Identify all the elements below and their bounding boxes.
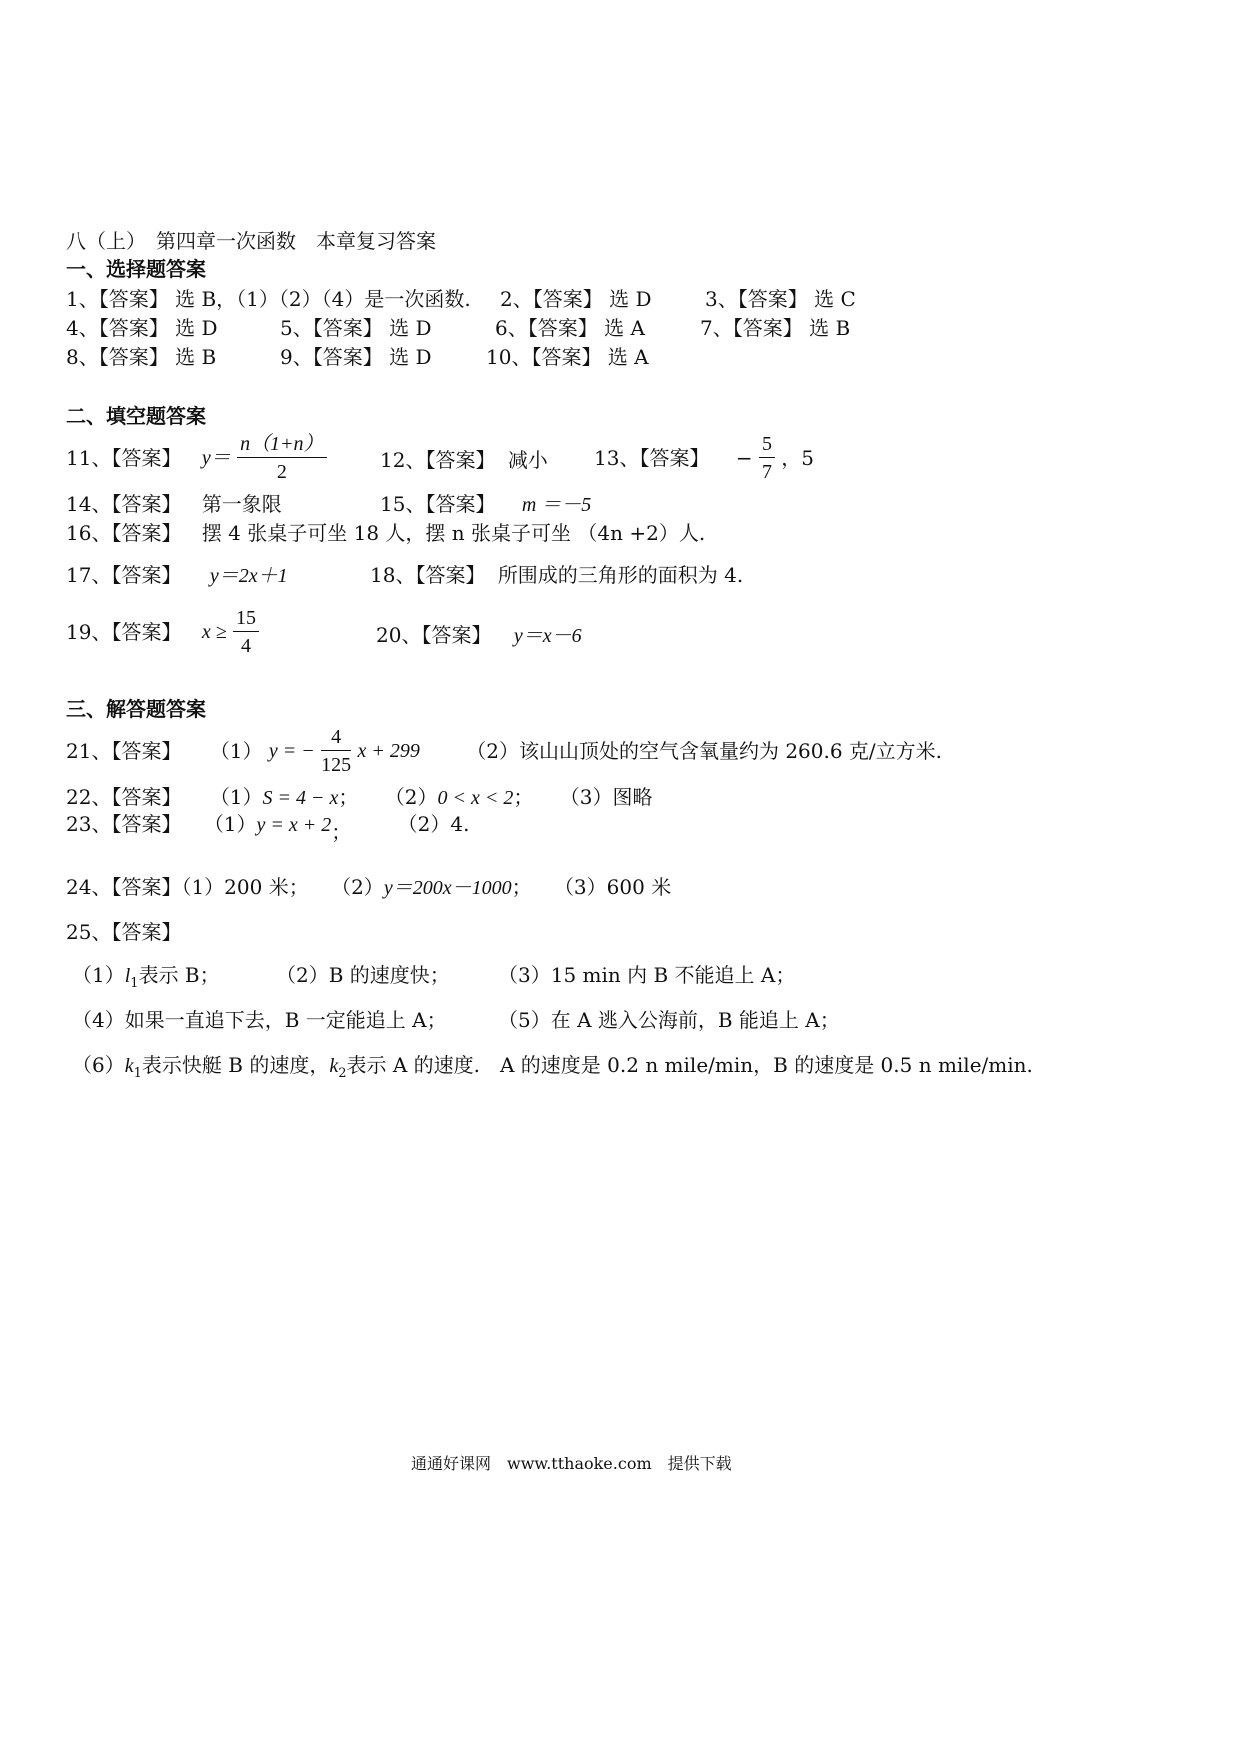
q21-rhs: x + 299: [357, 740, 420, 762]
q16-label: 16、【答案】: [66, 521, 182, 545]
q21: [66, 727, 942, 775]
q25-a1: [72, 965, 220, 990]
q14-label: 14、【答案】: [66, 492, 182, 516]
q19-numerator: 15: [233, 608, 259, 632]
q8-label: 8、【答案】: [66, 345, 169, 369]
q25-a1-post: 表示 B；: [138, 963, 220, 987]
q1-text: 选 B，（1）（2）（4）是一次函数.: [175, 287, 471, 311]
q15-label: 15、【答案】: [380, 492, 496, 516]
q21-part2: （2）该山山顶处的空气含氧量约为 260.6 克/立方米.: [466, 739, 943, 763]
q16: [66, 523, 705, 543]
q24: [66, 877, 671, 898]
q21-label: 21、【答案】: [66, 739, 182, 763]
q24-part2: （2）: [331, 875, 384, 899]
q13-label: 13、【答案】: [594, 446, 710, 470]
q1: [66, 289, 471, 309]
q23-part2: （2）4.: [397, 812, 470, 836]
q22-eq1: S = 4 − x: [262, 787, 339, 809]
q17-text: y＝2x＋1: [209, 565, 288, 587]
q4-text: 选 D: [175, 316, 218, 340]
q9: [280, 347, 432, 367]
q3: [705, 289, 856, 309]
q11-label: 11、【答案】: [66, 446, 182, 470]
q25-a6-post: 表示 A 的速度.: [346, 1053, 481, 1077]
q25-a1-sub: 1: [130, 976, 139, 991]
q25-a6-tail: A 的速度是 0.2 n mile/min，B 的速度是 0.5 n mile/min.: [500, 1053, 1033, 1077]
q13-fraction: [759, 434, 775, 482]
q21-lhs: y = −: [268, 740, 315, 762]
q22-part2: （2）: [384, 785, 438, 809]
q25-a2: （2）B 的速度快；: [276, 963, 450, 987]
q25-a6-pre: （6）: [72, 1053, 125, 1077]
q22-part1: （1）: [209, 785, 263, 809]
q23-eq1: y = x + 2: [256, 814, 332, 836]
q2-label: 2、【答案】: [500, 287, 603, 311]
q24-part1: （1）200 米；: [181, 875, 309, 899]
q6-label: 6、【答案】: [495, 316, 598, 340]
q11-numerator: n（1+n）: [237, 434, 327, 458]
q18-label: 18、【答案】: [370, 563, 486, 587]
q1-label: 1、【答案】: [66, 287, 169, 311]
q3-text: 选 C: [814, 287, 856, 311]
q9-text: 选 D: [389, 345, 432, 369]
q25-a6: [72, 1055, 480, 1080]
q15: [380, 494, 591, 515]
q23-sep1: ；: [331, 820, 352, 844]
q6: [495, 318, 645, 338]
q21-part1: （1）: [209, 739, 263, 763]
q12-label: 12、【答案】: [380, 448, 496, 472]
q9-label: 9、【答案】: [280, 345, 383, 369]
q11-fraction: [237, 434, 327, 482]
q2-text: 选 D: [609, 287, 652, 311]
q12: [380, 450, 548, 470]
q7: [700, 318, 850, 338]
q23-part1: （1）: [203, 812, 257, 836]
q13-denominator: 7: [761, 461, 772, 483]
q11-denominator: 2: [276, 461, 287, 483]
q13-sign: −: [735, 446, 753, 470]
q22-label: 22、【答案】: [66, 785, 182, 809]
q10: [486, 347, 649, 367]
q22-part3: （3）图略: [559, 785, 653, 809]
q25-a6-k1: k: [124, 1055, 134, 1077]
footer-text: 通通好课网 www.tthaoke.com 提供下载: [411, 1454, 732, 1473]
q16-text: 摆 4 张桌子可坐 18 人，摆 n 张桌子可坐 （4n +2）人.: [201, 521, 706, 545]
q19-lhs: x ≥: [201, 621, 227, 643]
q17: [66, 565, 288, 586]
q25-a6-k1-sub: 1: [133, 1066, 142, 1081]
q4-label: 4、【答案】: [66, 316, 169, 340]
q21-denominator: 125: [321, 754, 352, 776]
q25-a1-pre: （1）: [72, 963, 125, 987]
q13: [594, 434, 814, 482]
q22-sep2: ；: [513, 785, 534, 809]
q25-a6-k2-sub: 2: [338, 1066, 347, 1081]
q24-sep2: ；: [511, 875, 532, 899]
q17-label: 17、【答案】: [66, 563, 182, 587]
q5-text: 选 D: [389, 316, 432, 340]
q22-sep1: ；: [338, 785, 359, 809]
q10-text: 选 A: [607, 345, 649, 369]
q25-a1-var: l: [124, 965, 131, 987]
q25-a4: （4）如果一直追下去，B 一定能追上 A；: [72, 1008, 447, 1032]
q15-text: m ＝－5: [521, 494, 592, 516]
q20: [376, 625, 582, 646]
q20-text: y＝x－6: [513, 625, 582, 647]
q2: [500, 289, 652, 309]
q12-text: 减小: [507, 448, 548, 472]
q25-a6-k2: k: [329, 1055, 339, 1077]
q6-text: 选 A: [604, 316, 645, 340]
q4: [66, 318, 218, 338]
q25-a5: （5）在 A 逃入公海前，B 能追上 A；: [498, 1008, 840, 1032]
q10-label: 10、【答案】: [486, 345, 602, 369]
q23-label: 23、【答案】: [66, 812, 182, 836]
sec1-title: 一、选择题答案: [66, 257, 206, 281]
q13-tail: ，5: [781, 446, 815, 470]
q24-label: 24、【答案】: [66, 875, 182, 899]
q21-numerator: 4: [321, 727, 351, 751]
q18-text: 所围成的三角形的面积为 4.: [497, 563, 744, 587]
q22-eq2: 0 < x < 2: [437, 787, 514, 809]
q5: [280, 318, 432, 338]
q11-lhs: y＝: [201, 447, 231, 469]
q25-label: 25、【答案】: [66, 920, 182, 944]
q3-label: 3、【答案】: [705, 287, 808, 311]
q25-a6-mid: 表示快艇 B 的速度，: [141, 1053, 330, 1077]
q24-part3: （3）600 米: [553, 875, 672, 899]
q13-numerator: 5: [759, 434, 775, 458]
q11: [66, 434, 327, 482]
sec3-title: 三、解答题答案: [66, 697, 206, 721]
q14: [66, 494, 282, 514]
q14-text: 第一象限: [201, 492, 282, 516]
q25-a3: （3）15 min 内 B 不能追上 A；: [498, 963, 796, 987]
q18: [370, 565, 743, 585]
q20-label: 20、【答案】: [376, 623, 492, 647]
q7-label: 7、【答案】: [700, 316, 803, 340]
q19: [66, 608, 259, 656]
q24-eq2: y＝200x－1000: [383, 877, 512, 899]
q7-text: 选 B: [809, 316, 851, 340]
q22: [66, 787, 652, 808]
q8-text: 选 B: [175, 345, 217, 369]
q5-label: 5、【答案】: [280, 316, 383, 340]
q19-fraction: [233, 608, 259, 656]
q19-label: 19、【答案】: [66, 620, 182, 644]
doc-title: 八（上） 第四章一次函数 本章复习答案: [66, 229, 436, 253]
q19-denominator: 4: [241, 635, 252, 657]
q21-fraction: [321, 727, 351, 775]
sec2-title: 二、填空题答案: [66, 404, 206, 428]
q8: [66, 347, 216, 367]
q23: [66, 812, 470, 844]
